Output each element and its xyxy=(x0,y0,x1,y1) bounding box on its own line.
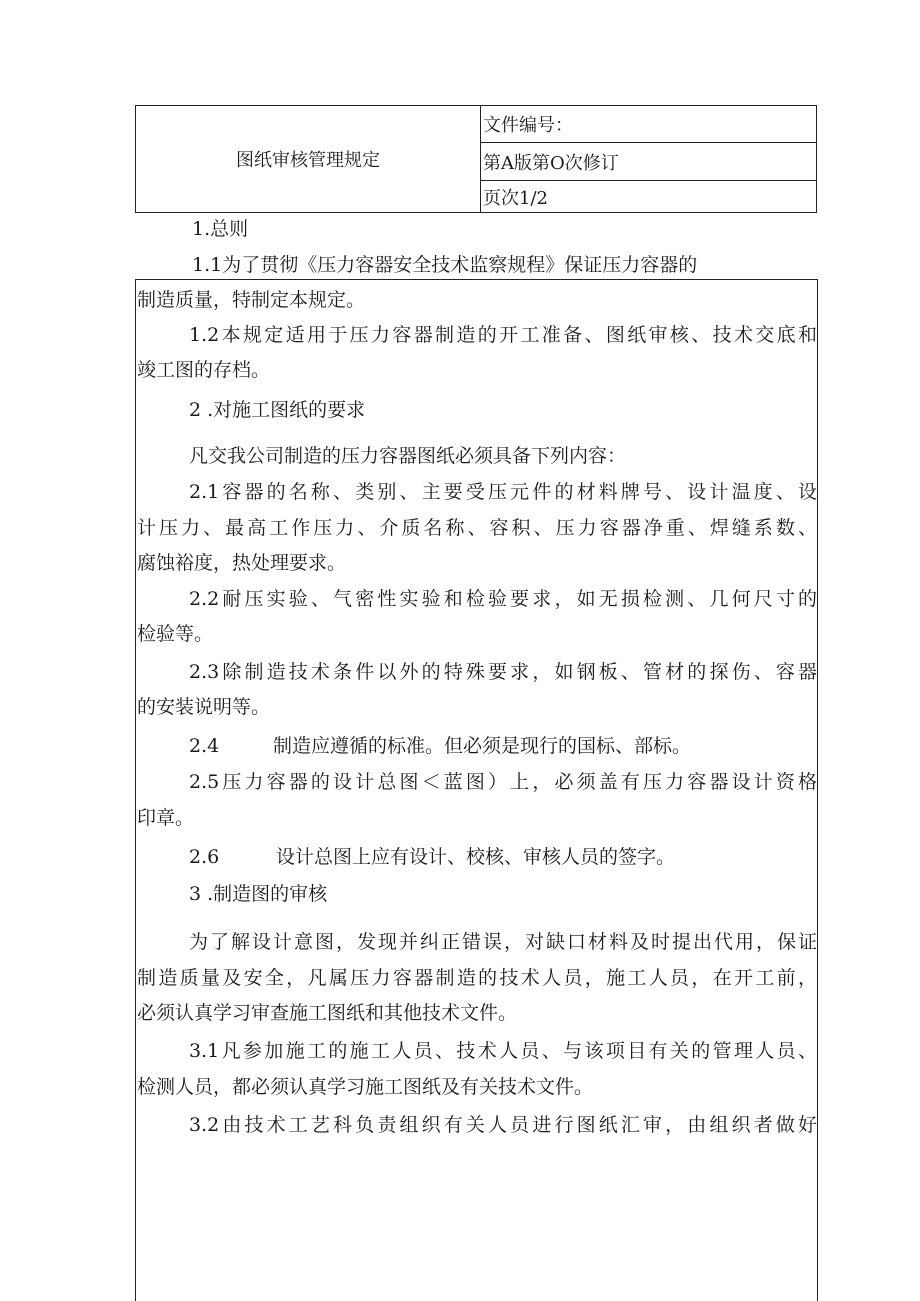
clause-2-4-number: 2.4 xyxy=(189,735,220,757)
clause-3-1-cont: 检测人员，都必须认真学习施工图纸及有关技术文件。 xyxy=(137,1076,594,1098)
clause-2-5-text: 2.5压力容器的设计总图＜蓝图）上，必须盖有压力容器设计资格 xyxy=(189,771,817,793)
section-1-heading: 1.总则 xyxy=(192,218,249,240)
clause-1-1: 1.1为了贯彻《压力容器安全技术监察规程》保证压力容器的 xyxy=(192,254,698,276)
clause-2-2-text: 2.2耐压实验、气密性实验和检验要求，如无损检测、几何尺寸的 xyxy=(189,588,817,610)
clause-2-3-text: 2.3除制造技术条件以外的特殊要求，如钢板、管材的探伤、容器 xyxy=(189,661,817,683)
clause-2-5 xyxy=(137,769,817,795)
clause-1-2 xyxy=(137,322,817,348)
document-title: 图纸审核管理规定 xyxy=(136,106,481,212)
clause-1-2-text: 1.2本规定适用于压力容器制造的开工准备、图纸审核、技术交底和 xyxy=(189,324,817,346)
section-2-intro: 凡交我公司制造的压力容器图纸必须具备下列内容： xyxy=(189,445,627,467)
clause-1-2-cont: 竣工图的存档。 xyxy=(137,359,271,381)
clause-2-1-cont: 计压力、最高工作压力、介质名称、容积、压力容器净重、焊缝系数、 xyxy=(137,517,817,539)
clause-2-6-number: 2.6 xyxy=(189,846,220,868)
clause-2-2 xyxy=(137,586,817,612)
section-2-heading: 2 .对施工图纸的要求 xyxy=(189,399,366,421)
clause-2-4-text: 制造应遵循的标准。但必须是现行的国标、部标。 xyxy=(273,735,692,757)
clause-3-1-text: 3.1凡参加施工的施工人员、技术人员、与该项目有关的管理人员、 xyxy=(189,1040,817,1062)
section-3-intro-end: 必须认真学习审查施工图纸和其他技术文件。 xyxy=(137,1002,518,1024)
page-info: 页次1/2 xyxy=(483,188,548,209)
header-table xyxy=(135,105,817,213)
section-3-intro-cont: 制造质量及安全，凡属压力容器制造的技术人员，施工人员，在开工前， xyxy=(137,967,817,989)
clause-2-5-cont: 印章。 xyxy=(137,807,195,829)
clause-3-2-text: 3.2由技术工艺科负责组织有关人员进行图纸汇审，由组织者做好 xyxy=(189,1114,817,1136)
clause-2-1-end: 腐蚀裕度，热处理要求。 xyxy=(137,552,347,574)
clause-2-6-text: 设计总图上应有设计、校核、审核人员的签字。 xyxy=(276,846,676,868)
clause-2-3 xyxy=(137,659,817,685)
clause-2-3-cont: 的安装说明等。 xyxy=(137,696,271,718)
revision-info: 第A版第O次修订 xyxy=(481,144,816,181)
section-3-intro xyxy=(137,929,817,955)
section-3-heading: 3 .制造图的审核 xyxy=(189,883,328,905)
clause-2-1-text: 2.1容器的名称、类别、主要受压元件的材料牌号、设计温度、设 xyxy=(189,481,817,503)
clause-3-1 xyxy=(137,1038,817,1064)
clause-1-1-cont: 制造质量，特制定本规定。 xyxy=(137,289,366,311)
section-3-intro-text: 为了解设计意图，发现并纠正错误，对缺口材料及时提出代用，保证 xyxy=(189,931,817,953)
doc-number-label: 文件编号： xyxy=(481,106,816,143)
clause-2-1 xyxy=(137,479,817,505)
clause-2-2-cont: 检验等。 xyxy=(137,623,214,645)
clause-3-2 xyxy=(137,1112,817,1138)
